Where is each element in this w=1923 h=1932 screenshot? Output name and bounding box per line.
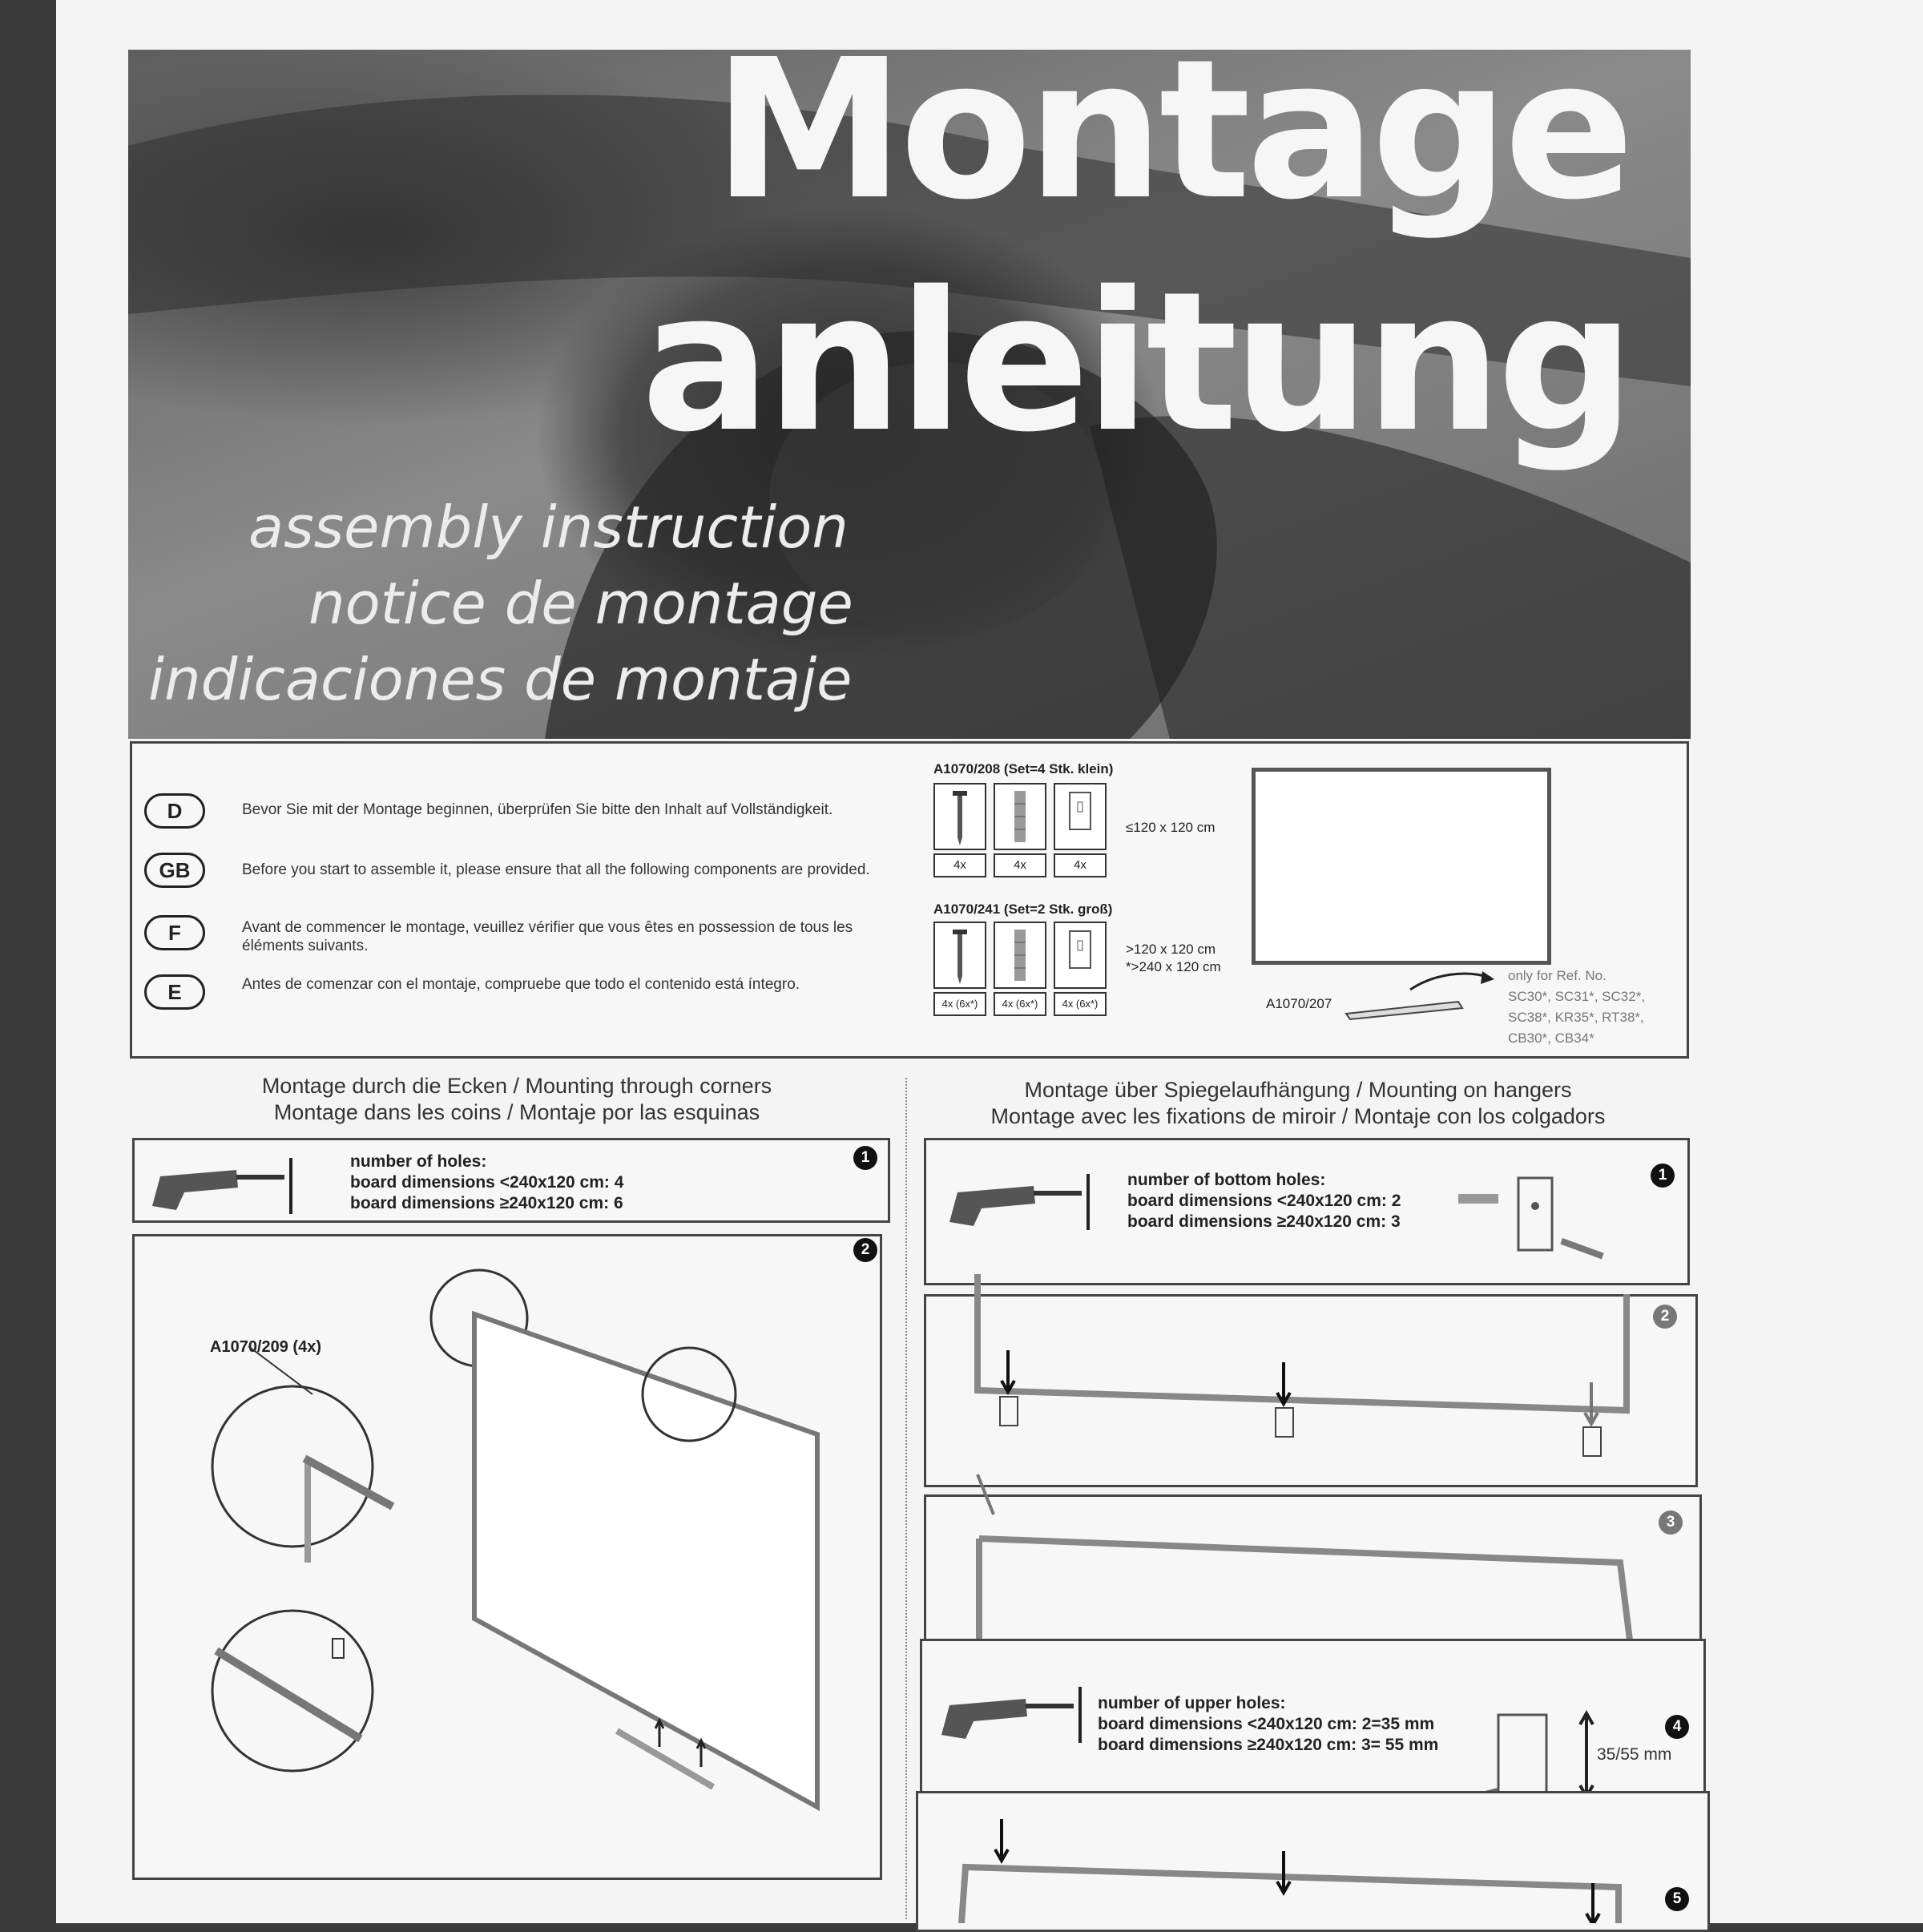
qty-small-bracket: 4x	[1054, 853, 1107, 877]
corner-mounting-illustration	[192, 1258, 873, 1867]
right-step1-line1: number of bottom holes:	[1127, 1171, 1326, 1189]
bracket-part	[1054, 783, 1107, 850]
whiteboard-illustration	[1252, 768, 1551, 965]
qty-small-screw: 4x	[933, 853, 986, 877]
set-large-size1: >120 x 120 cm	[1126, 942, 1215, 957]
right-step1-line3: board dimensions ≥240x120 cm: 3	[1127, 1212, 1401, 1231]
ref-line-3: CB30*, CB34*	[1508, 1031, 1594, 1046]
screw-icon	[935, 784, 985, 849]
drill-icon	[945, 1170, 1098, 1234]
bracket-icon	[1055, 923, 1105, 987]
screw-icon	[935, 923, 985, 987]
left-step1-number: 1	[853, 1146, 877, 1170]
hero-subtitle-en: assembly instruction	[248, 494, 849, 561]
screw-part-large	[933, 922, 986, 989]
right-step4-number: 4	[1665, 1715, 1689, 1739]
lang-badge-e: E	[144, 974, 205, 1010]
rail-ref: A1070/207	[1266, 996, 1332, 1011]
left-section-title-2: Montage dans les coins / Montaje por las esquinas	[273, 1100, 760, 1124]
qty-large-dowel: 4x (6x*)	[994, 992, 1046, 1016]
lang-badge-d: D	[144, 793, 205, 829]
left-step1-line3: board dimensions ≥240x120 cm: 6	[350, 1194, 623, 1212]
lang-text-f: Avant de commencer le montage, veuillez vérifier que vous êtes en possession de tous les éléments suivants.	[242, 919, 853, 954]
qty-large-screw: 4x (6x*)	[933, 992, 986, 1016]
drill-icon	[148, 1154, 300, 1218]
right-step1-line2: board dimensions <240x120 cm: 2	[1127, 1192, 1401, 1210]
rail-arrow-illustration	[1338, 970, 1498, 1026]
lang-text-gb: Before you start to assemble it, please ensure that all the following components are provided.	[242, 861, 870, 878]
right-section-title-2: Montage avec les fixations de miroir / Montaje con los colgadors	[990, 1104, 1606, 1128]
dowel-part-large	[994, 922, 1046, 989]
hero-title-line1: Montage	[713, 50, 1630, 242]
hero-banner	[128, 50, 1691, 739]
lang-badge-gb: GB	[144, 853, 205, 888]
screw-part	[933, 783, 986, 850]
only-for-label: only for Ref. No.	[1508, 968, 1607, 983]
column-divider	[905, 1078, 907, 1919]
upper-mount-illustration	[953, 1815, 1635, 1923]
right-step5-number: 5	[1665, 1887, 1689, 1911]
hole-distance-measure: 35/55 mm	[1597, 1745, 1672, 1764]
hero-subtitle-es: indicaciones de montaje	[148, 646, 853, 713]
qty-small-dowel: 4x	[994, 853, 1046, 877]
ref-line-2: SC38*, KR35*, RT38*,	[1508, 1010, 1644, 1025]
right-step3-number: 3	[1659, 1511, 1683, 1535]
dowel-icon	[995, 784, 1045, 849]
right-step4-line1: number of upper holes:	[1098, 1694, 1286, 1712]
set-small-size: ≤120 x 120 cm	[1126, 820, 1215, 835]
lang-badge-f: F	[144, 915, 205, 950]
left-step2-number: 2	[853, 1238, 877, 1262]
dowel-icon	[995, 923, 1045, 987]
hero-title-line2: anleitung	[641, 250, 1631, 474]
ref-line-1: SC30*, SC31*, SC32*,	[1508, 989, 1646, 1004]
right-step1-number: 1	[1651, 1164, 1675, 1188]
set-large-size2: *>240 x 120 cm	[1126, 959, 1221, 974]
right-step4-line3: board dimensions ≥240x120 cm: 3= 55 mm	[1098, 1736, 1439, 1754]
right-step4-line2: board dimensions <240x120 cm: 2=35 mm	[1098, 1715, 1435, 1733]
bracket-icon	[1055, 784, 1105, 849]
corner-part-label: A1070/209 (4x)	[210, 1338, 321, 1356]
set-small-label: A1070/208 (Set=4 Stk. klein)	[933, 761, 1114, 776]
lang-text-e: Antes de comenzar con el montaje, compruebe que todo el contenido está íntegro.	[242, 976, 800, 993]
set-large-label: A1070/241 (Set=2 Stk. groß)	[933, 901, 1113, 917]
drill-icon	[937, 1683, 1090, 1747]
bracket-part-large	[1054, 922, 1107, 989]
left-step1-line1: number of holes:	[350, 1152, 487, 1171]
dowel-part	[994, 783, 1046, 850]
lang-text-d: Bevor Sie mit der Montage beginnen, überprüfen Sie bitte den Inhalt auf Vollständigkeit.	[242, 801, 833, 818]
left-section-title-1: Montage durch die Ecken / Mounting through corners	[261, 1074, 772, 1098]
left-step1-line2: board dimensions <240x120 cm: 4	[350, 1173, 624, 1192]
right-section-title-1: Montage über Spiegelaufhängung / Mounting on hangers	[1024, 1078, 1572, 1102]
hero-subtitle-fr: notice de montage	[308, 570, 853, 637]
qty-large-bracket: 4x (6x*)	[1054, 992, 1107, 1016]
hanger-parts-illustration	[1442, 1170, 1619, 1266]
bottom-hangers-illustration	[962, 1270, 1651, 1478]
right-step2-number: 2	[1653, 1305, 1677, 1329]
